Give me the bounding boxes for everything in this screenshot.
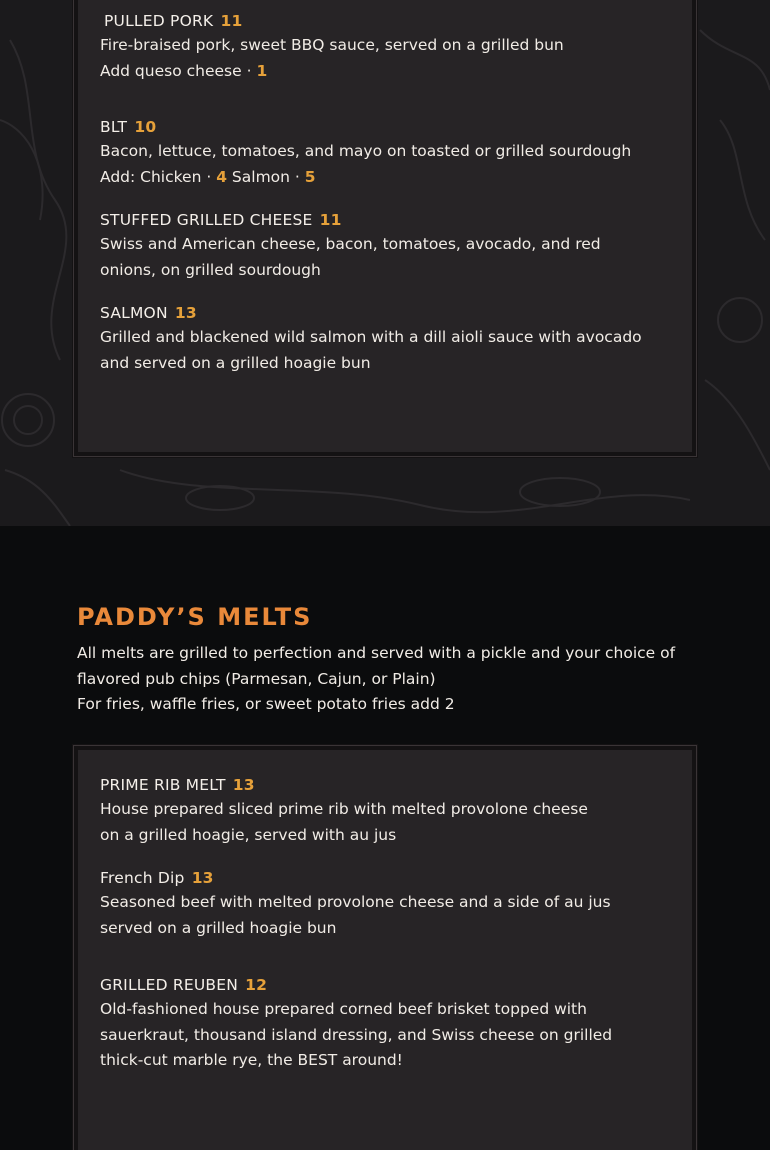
item-description: Bacon, lettuce, tomatoes, and mayo on toasted or grilled sourdough [100,142,632,160]
melts-intro-line: For fries, waffle fries, or sweet potato fries add 2 [77,695,455,713]
menu-item-pulled-pork [100,11,680,84]
item-name: BLT [100,118,128,136]
melts-intro-line: All melts are grilled to perfection and served with a pickle and your choice of flavored pub chips (Parmesan, Cajun, or Plain) [77,644,676,688]
item-name: SALMON [100,304,168,322]
item-price: 12 [245,976,268,994]
menu-item-grilled-reuben [100,975,680,1074]
menu-item-blt [100,117,680,190]
item-price: 11 [220,12,243,30]
item-description: Swiss and American cheese, bacon, tomatoes, avocado, and red onions, on grilled sourdough [100,235,601,279]
item-name: PULLED PORK [104,12,214,30]
item-description: Old-fashioned house prepared corned beef brisket topped with sauerkraut, thousand island dressing, and Swiss cheese on grilled thick-cut marble rye, the BEST around! [100,1000,613,1069]
item-price: 13 [174,304,197,322]
item-description: Grilled and blackened wild salmon with a dill aioli sauce with avocado and served on a grilled hoagie bun [100,328,642,372]
item-price: 13 [191,869,214,887]
item-price: 11 [319,211,342,229]
item-price: 10 [134,118,157,136]
item-name: French Dip [100,869,185,887]
item-description: Fire-braised pork, sweet BBQ sauce, served on a grilled bun [100,36,564,54]
item-name: PRIME RIB MELT [100,776,226,794]
menu-item-prime-rib-melt [100,775,680,848]
upper-menu-section [0,0,770,526]
item-description: Seasoned beef with melted provolone cheese and a side of au jus served on a grilled hoagie bun [100,893,611,937]
melts-intro [77,641,697,718]
item-description: House prepared sliced prime rib with melted provolone cheese on a grilled hoagie, served with au jus [100,800,588,844]
section-heading-melts: PADDY’S MELTS [77,603,313,631]
item-addon: Add: Chicken · 4 Salmon · 5 [100,167,316,186]
menu-item-french-dip [100,868,680,941]
melts-menu-card [78,750,692,1150]
item-name: GRILLED REUBEN [100,976,239,994]
item-price: 13 [232,776,255,794]
item-addon: Add queso cheese · 1 [100,61,268,80]
menu-item-salmon [100,303,680,376]
item-name: STUFFED GRILLED CHEESE [100,211,313,229]
upper-menu-card [78,0,692,452]
menu-item-stuffed-grilled-cheese [100,210,680,283]
